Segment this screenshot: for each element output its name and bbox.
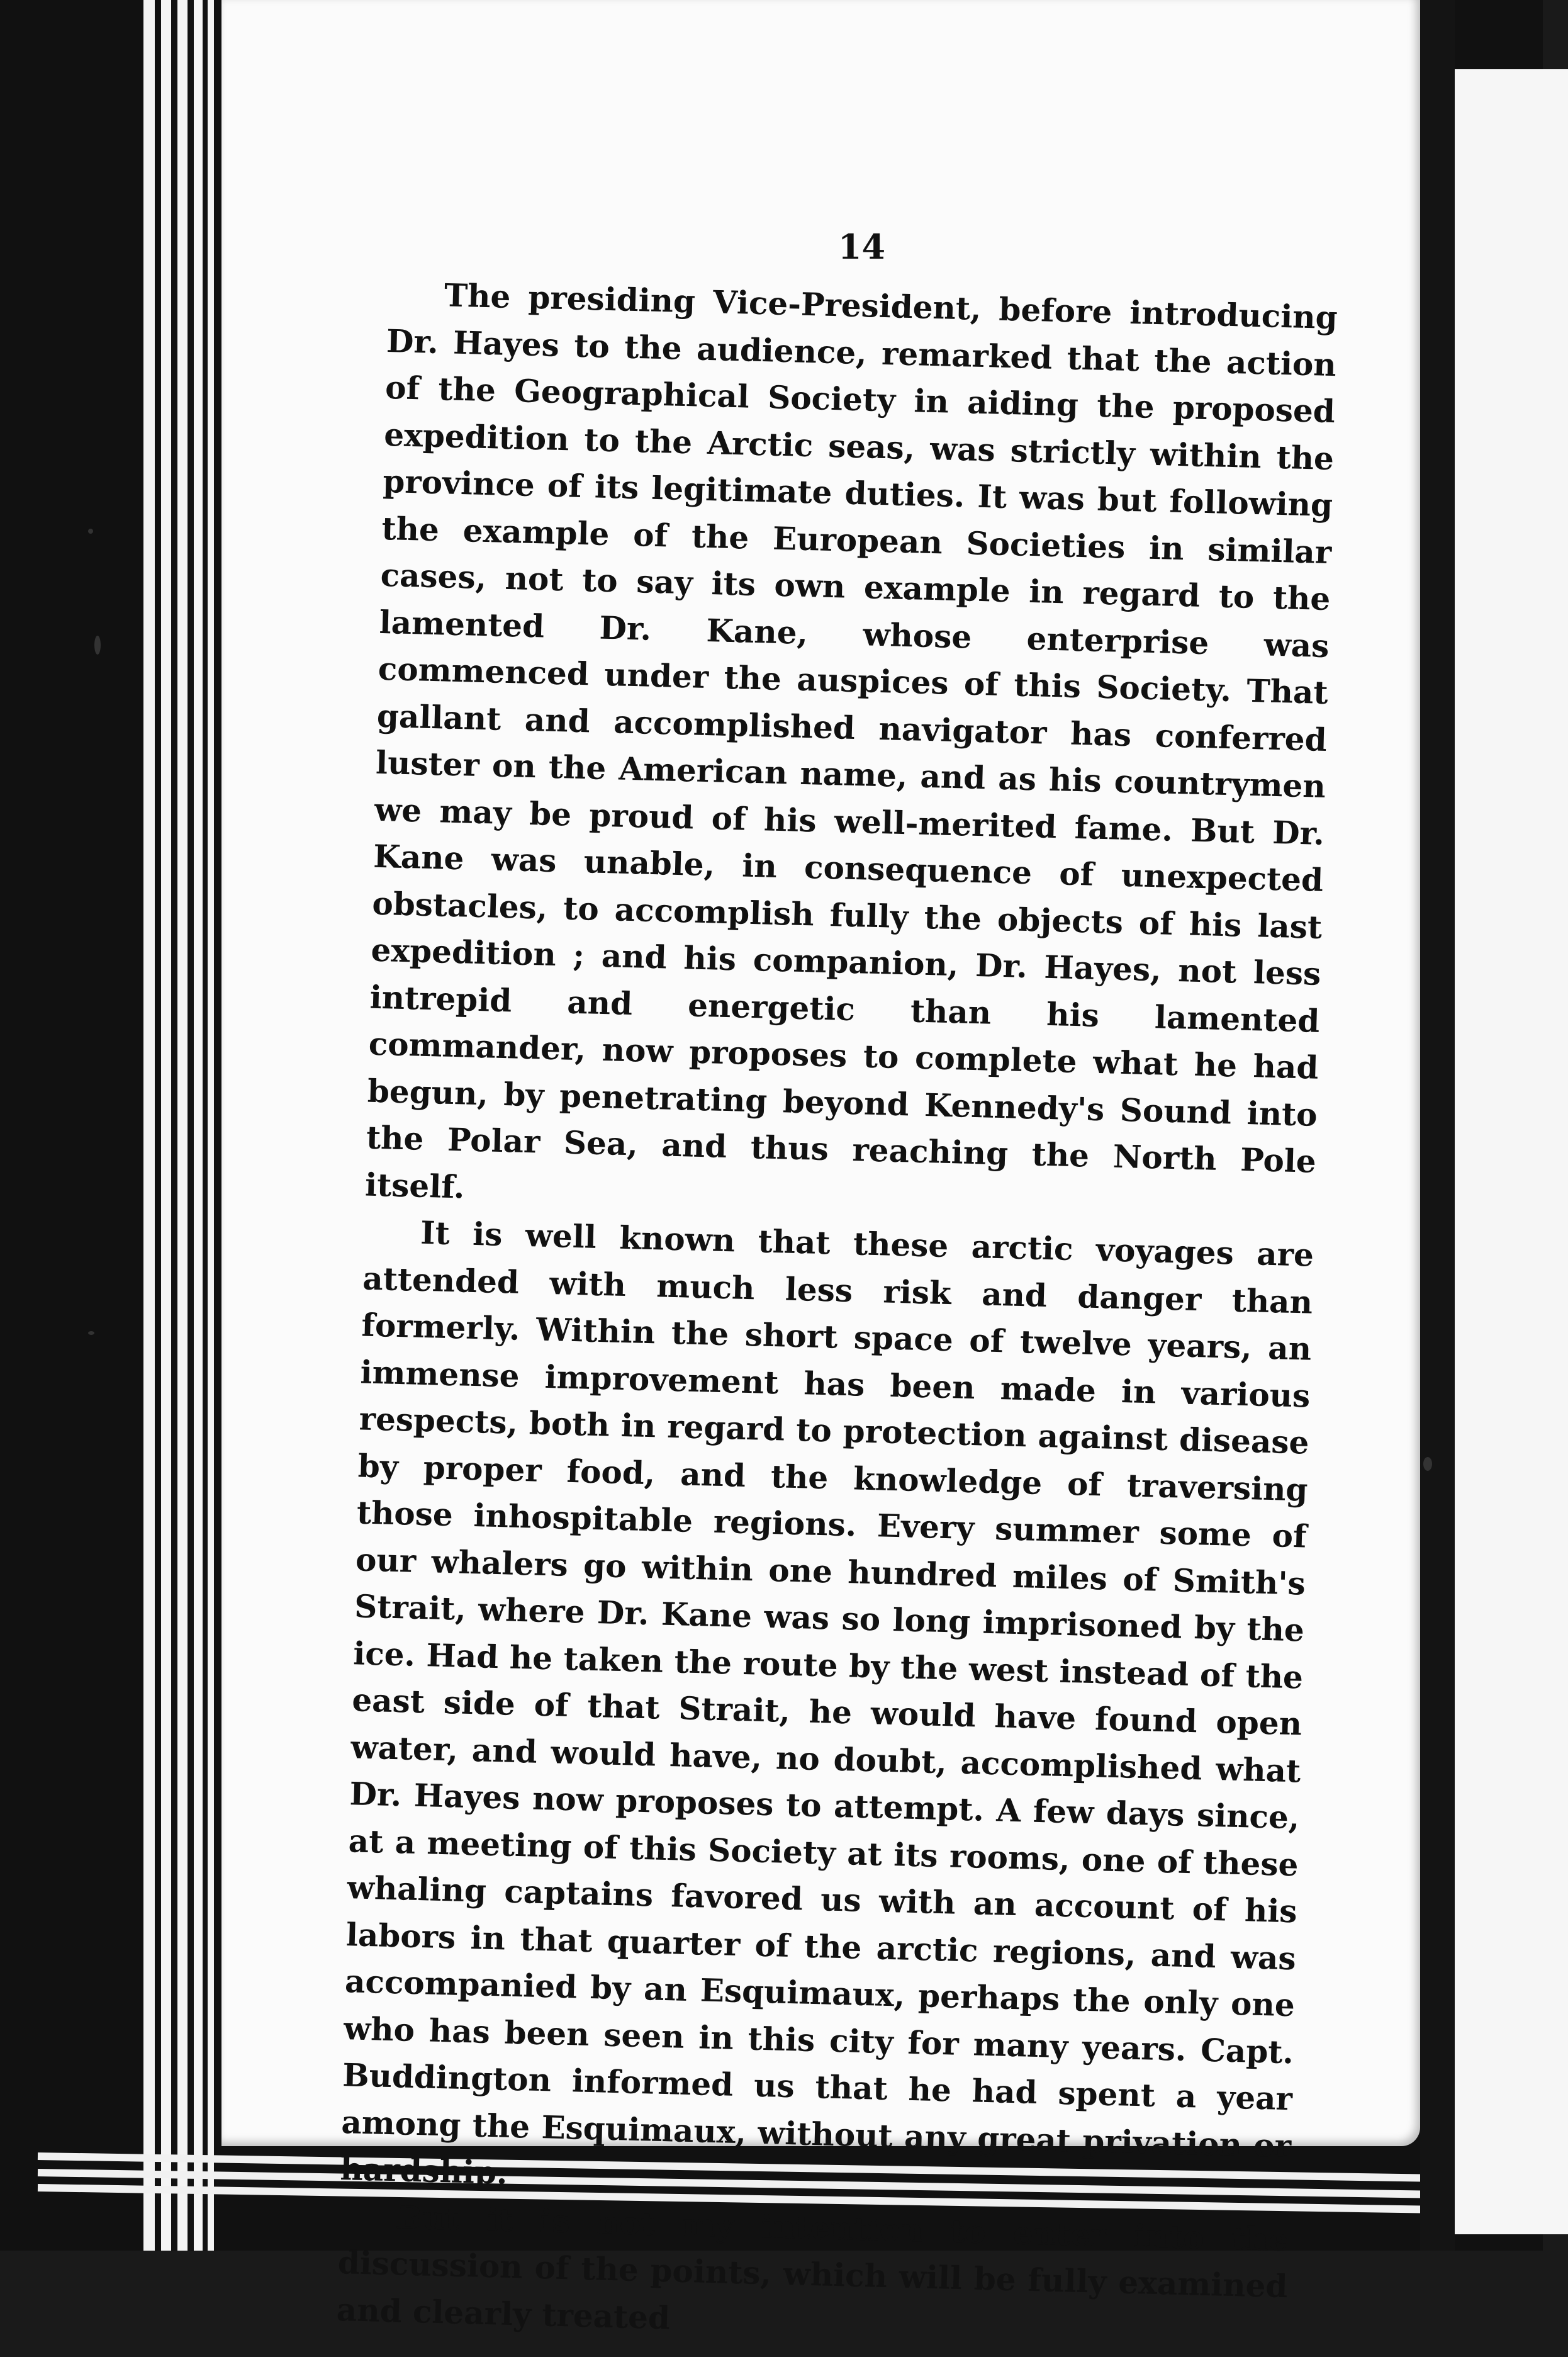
page-number: 14 <box>837 227 886 267</box>
scan-speck <box>88 529 93 534</box>
page-edge <box>194 0 203 2251</box>
book-page <box>221 0 1420 2336</box>
paragraph-3: But it is not my intention to enter into the discussion of the points, which will be fully examined and clearly treated <box>336 2198 1290 2336</box>
scan-speck <box>1423 1457 1432 1471</box>
paragraph-2: It is well known that these arctic voyages are attended with much less risk and danger than formerly. Within the short space of twelve years, an immense improvement has been made in various respects, both in regard to protection against disease by proper food, and the knowledge of traversing those inhospitable regions. Every summer some of our whalers go within one hundred miles of Smith's Strait, where Dr. Kane was so long imprisoned by the ice. Had he taken the route by the west instead of the east side of that Strait, he would have found open water, and would have, no doubt, accomplished what Dr. Hayes now proposes to attempt. A few days since, at a meeting of this Society at its rooms, one of these whaling captains favored us with an account of his labors in that quarter of the arctic regions, and was accompanied by an Esquimaux, perhaps the only one who has been seen in this city for many years. Capt. Buddington informed us that he had spent a year among the Esquimaux, without any great privation or hardship. <box>339 1213 1314 2191</box>
page-edge <box>161 0 171 2251</box>
paragraph-1: The presiding Vice-President, before introducing Dr. Hayes to the audience, remarked that the action of the Geographical Society in aiding the proposed expedition to the Arctic seas, was strictly within the province of its legitimate duties. It was but following the example of the European Societies in similar cases, not to say its own example in regard to the lamented Dr. Kane, whose enterprise was commenced under the auspices of this Society. That gallant and accomplished navigator has conferred luster on the American name, and as his countrymen we may be proud of his well-merited fame. But Dr. Kane was unable, in consequence of unexpected obstacles, to accomplish fully the objects of his last expedition ; and his companion, Dr. Hayes, not less intrepid and energetic than his lamented commander, now proposes to complete what he had begun, by penetrating beyond Kennedy's Sound into the Polar Sea, and thus reaching the North Pole itself. <box>364 276 1338 1206</box>
gutter <box>1420 0 1455 2251</box>
scan-speck <box>88 1331 94 1335</box>
page-edge <box>177 0 188 2251</box>
page-edge <box>208 0 214 2251</box>
body-text <box>336 271 1338 2357</box>
facing-page-edge <box>1455 69 1568 2234</box>
page-edge <box>143 0 155 2251</box>
scan-speck <box>94 636 101 655</box>
